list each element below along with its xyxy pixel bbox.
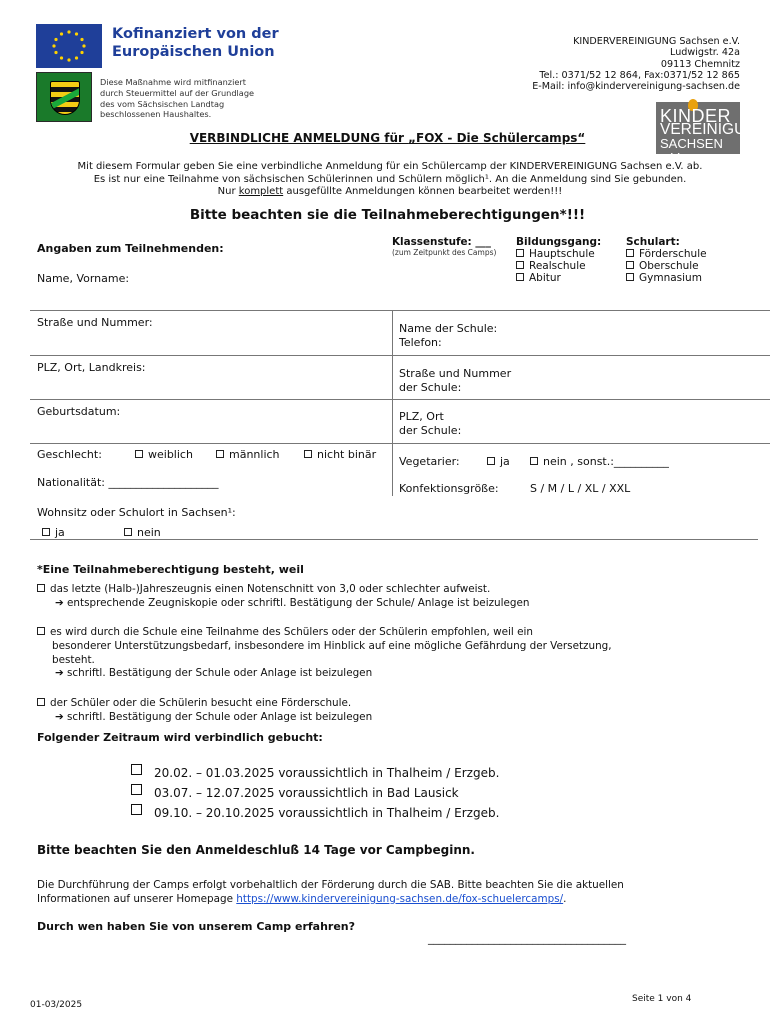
- nationality-field[interactable]: Nationalität: ____________________: [37, 476, 219, 489]
- vegetarian-option-yes[interactable]: ja: [487, 455, 510, 468]
- intro-text: Mit diesem Formular geben Sie eine verbindliche Anmeldung für ein Schülercamp der KINDERVEREINIGUNG Sachsen e.V. ab. Es ist nur eine Teilnahme von sächsischen Schülerinnen und Schülern möglich¹. An die Anmeldung sind Sie gebunden. Nur komplett ausgefüllte Anmeldungen können bearbeitet werden!!!: [77, 161, 703, 197]
- grade-label: Klassenstufe: ___: [392, 236, 491, 248]
- divider: [30, 310, 770, 311]
- info-text: Die Durchführung der Camps erfolgt vorbehaltlich der Förderung durch die SAB. Bitte beachten Sie die aktuellen Informationen auf unserer Homepage https://www.kindervereinigung-sachsen.de/fox-schuelercamps/.: [37, 879, 624, 905]
- education-option[interactable]: Realschule: [516, 260, 601, 272]
- clothing-size-label: Konfektionsgröße:: [399, 482, 499, 495]
- education-option[interactable]: Hauptschule: [516, 248, 601, 260]
- divider: [392, 310, 393, 496]
- eligibility-item-school-recommendation[interactable]: es wird durch die Schule eine Teilnahme des Schülers oder der Schülerin empfohlen, weil ein besonderer Unterstützungsbedarf, insbesondere im Hinblick auf eine mögliche Gefährdung der Versetzung, besteht. ➔ schriftl. Bestätigung der Schule oder Anlage ist beizulegen: [37, 626, 612, 681]
- checkbox-icon: [135, 450, 143, 458]
- arrow-right-icon: ➔: [55, 710, 68, 723]
- funding-note: Diese Maßnahme wird mitfinanziert durch Steuermittel auf der Grundlage des vom Sächsischen Landtag beschlossenen Haushaltes.: [100, 77, 255, 120]
- vegetarian-label: Vegetarier:: [399, 455, 460, 468]
- saxony-crest-logo: [36, 72, 92, 122]
- org-city: 09113 Chemnitz: [660, 58, 740, 70]
- kindervereinigung-logo: KINDER VEREINIGUNG SACHSEN e.V.: [656, 102, 740, 154]
- gender-option-female[interactable]: weiblich: [135, 448, 193, 461]
- name-label[interactable]: Name, Vorname:: [37, 272, 130, 285]
- booking-period-option[interactable]: 09.10. – 20.10.2025 voraussichtlich in Thalheim / Erzgeb.: [131, 803, 499, 823]
- school-type-option[interactable]: Oberschule: [626, 260, 707, 272]
- gender-option-nonbinary[interactable]: nicht binär: [304, 448, 376, 461]
- school-type-option[interactable]: Gymnasium: [626, 272, 707, 284]
- form-version: 01-03/2025: [30, 1000, 83, 1010]
- divider: [30, 443, 770, 444]
- booking-periods: [131, 763, 499, 823]
- divider: [30, 355, 770, 356]
- org-phone: Tel.: 0371/52 12 864, Fax:0371/52 12 865: [539, 69, 740, 81]
- checkbox-icon: [216, 450, 224, 458]
- deadline-notice: Bitte beachten Sie den Anmeldeschluß 14 Tage vor Campbeginn.: [37, 843, 475, 857]
- residence-label: Wohnsitz oder Schulort in Sachsen¹:: [37, 506, 236, 519]
- eligibility-item-special-school[interactable]: der Schüler oder die Schülerin besucht eine Förderschule. ➔ schriftl. Bestätigung der Schule oder Anlage ist beizulegen: [37, 697, 372, 725]
- grade-hint: (zum Zeitpunkt des Camps): [392, 248, 497, 257]
- checkbox-icon: [37, 627, 45, 635]
- org-name: KINDERVEREINIGUNG Sachsen e.V.: [573, 36, 740, 47]
- school-street-field[interactable]: Straße und Nummer der Schule:: [399, 367, 512, 394]
- checkbox-icon: [131, 784, 142, 795]
- clothing-size-options[interactable]: S / M / L / XL / XXL: [530, 482, 631, 495]
- page-number: Seite 1 von 4: [632, 994, 692, 1004]
- divider: [30, 539, 758, 540]
- checkbox-icon: [516, 249, 524, 257]
- divider: [30, 399, 770, 400]
- checkbox-icon: [304, 450, 312, 458]
- eu-flag-logo: [36, 24, 102, 68]
- residence-option-yes[interactable]: ja: [42, 526, 65, 539]
- zip-city-label[interactable]: PLZ, Ort, Landkreis:: [37, 361, 146, 374]
- school-city-field[interactable]: PLZ, Ort der Schule:: [399, 410, 462, 437]
- checkbox-icon: [487, 457, 495, 465]
- residence-option-no[interactable]: nein: [124, 526, 161, 539]
- org-street: Ludwigstr. 42a: [670, 47, 740, 59]
- gender-row: [37, 448, 102, 461]
- homepage-link[interactable]: https://www.kindervereinigung-sachsen.de/fox-schuelercamps/: [236, 892, 564, 905]
- checkbox-icon: [530, 457, 538, 465]
- organization-address: [532, 36, 740, 92]
- arrow-right-icon: ➔: [55, 667, 68, 680]
- eu-cofunding-title: Kofinanziert von der Europäischen Union: [112, 26, 279, 60]
- school-type-label: Schulart:: [626, 236, 680, 248]
- booking-period-option[interactable]: 20.02. – 01.03.2025 voraussichtlich in Thalheim / Erzgeb.: [131, 763, 499, 783]
- school-type-options: [626, 236, 707, 284]
- checkbox-icon: [37, 698, 45, 706]
- participant-section-label: Angaben zum Teilnehmenden:: [37, 242, 224, 255]
- arrow-right-icon: ➔: [55, 596, 68, 609]
- school-type-option[interactable]: Förderschule: [626, 248, 707, 260]
- school-name-field[interactable]: Name der Schule: Telefon:: [399, 322, 498, 349]
- gender-option-male[interactable]: männlich: [216, 448, 280, 461]
- org-email: E-Mail: info@kindervereinigung-sachsen.de: [532, 81, 740, 93]
- checkbox-icon: [516, 273, 524, 281]
- form-title: VERBINDLICHE ANMELDUNG für „FOX - Die Schülercamps“: [189, 131, 586, 145]
- checkbox-icon: [124, 528, 132, 536]
- checkbox-icon: [131, 804, 142, 815]
- source-answer-field[interactable]: ____________________________________: [428, 932, 626, 945]
- booking-heading: Folgender Zeitraum wird verbindlich gebucht:: [37, 731, 323, 744]
- checkbox-icon: [626, 261, 634, 269]
- checkbox-icon: [37, 584, 45, 592]
- eligibility-item-grades[interactable]: das letzte (Halb-)Jahreszeugnis einen Notenschnitt von 3,0 oder schlechter aufweist. ➔ entsprechende Zeugniskopie oder schriftl. Bestätigung der Schule/ Anlage ist beizulegen: [37, 583, 529, 611]
- grade-field[interactable]: [392, 236, 496, 257]
- eligibility-heading: *Eine Teilnahmeberechtigung besteht, weil: [37, 563, 304, 576]
- checkbox-icon: [131, 764, 142, 775]
- eligibility-notice: Bitte beachten sie die Teilnahmeberechtigungen*!!!: [189, 207, 586, 223]
- source-question: Durch wen haben Sie von unserem Camp erfahren?: [37, 920, 356, 933]
- checkbox-icon: [516, 261, 524, 269]
- booking-period-option[interactable]: 03.07. – 12.07.2025 voraussichtlich in Bad Lausick: [131, 783, 499, 803]
- street-label[interactable]: Straße und Nummer:: [37, 316, 153, 329]
- education-label: Bildungsgang:: [516, 236, 602, 248]
- checkbox-icon: [626, 273, 634, 281]
- gender-label: Geschlecht:: [37, 448, 102, 461]
- checkbox-icon: [626, 249, 634, 257]
- education-option[interactable]: Abitur: [516, 272, 601, 284]
- education-options: [516, 236, 601, 284]
- checkbox-icon: [42, 528, 50, 536]
- birthdate-label[interactable]: Geburtsdatum:: [37, 405, 121, 418]
- vegetarian-option-no[interactable]: nein , sonst.:__________: [530, 455, 669, 468]
